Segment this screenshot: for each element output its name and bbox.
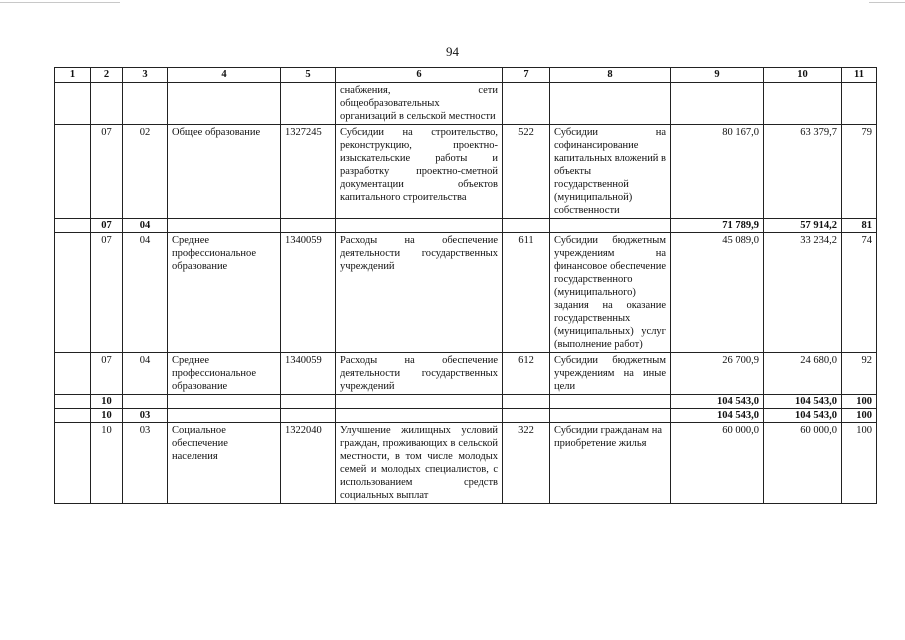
cell-target-code — [281, 219, 336, 233]
cell-expense-name — [550, 409, 671, 423]
cell-expense-name: Субсидии гражданам на приобретение жилья — [550, 423, 671, 504]
cell-subsection: 04 — [123, 219, 168, 233]
cell-amount-actual: 57 914,2 — [764, 219, 842, 233]
header-cell-8: 8 — [550, 68, 671, 83]
table-row — [55, 125, 877, 219]
header-cell-5: 5 — [281, 68, 336, 83]
cell-amount-planned: 26 700,9 — [671, 353, 764, 395]
cell-expense-code — [503, 219, 550, 233]
subtotal-row — [55, 409, 877, 423]
cell-subsection — [123, 83, 168, 125]
cell-section: 10 — [91, 409, 123, 423]
cell-expense-name: Субсидии на софинансирование капитальных вложений в объекты государственной (муниципальной) собственности — [550, 125, 671, 219]
cell-subsection: 02 — [123, 125, 168, 219]
table-row — [55, 83, 877, 125]
header-row — [55, 68, 877, 83]
cell-subsection-name — [168, 395, 281, 409]
cell-subsection: 04 — [123, 233, 168, 353]
cell-subsection-name: Среднее профессиональное образование — [168, 353, 281, 395]
cell-target-code — [281, 395, 336, 409]
cell-col1 — [55, 395, 91, 409]
cell-amount-actual: 60 000,0 — [764, 423, 842, 504]
header-cell-4: 4 — [168, 68, 281, 83]
cell-col1 — [55, 409, 91, 423]
header-cell-1: 1 — [55, 68, 91, 83]
cell-subsection-name — [168, 219, 281, 233]
cell-amount-planned: 60 000,0 — [671, 423, 764, 504]
cell-subsection: 04 — [123, 353, 168, 395]
budget-table — [54, 67, 877, 504]
cell-expense-name: Субсидии бюджетным учреждениям на иные цели — [550, 353, 671, 395]
table-row — [55, 233, 877, 353]
cell-expense-code — [503, 83, 550, 125]
cell-expense-code: 611 — [503, 233, 550, 353]
cell-amount-planned: 71 789,9 — [671, 219, 764, 233]
header-cell-2: 2 — [91, 68, 123, 83]
cell-section: 07 — [91, 233, 123, 353]
table-row — [55, 353, 877, 395]
header-cell-11: 11 — [842, 68, 877, 83]
page-number: 94 — [446, 44, 459, 59]
cell-section: 07 — [91, 219, 123, 233]
cell-percent: 74 — [842, 233, 877, 353]
header-cell-6: 6 — [336, 68, 503, 83]
cell-expense-code: 522 — [503, 125, 550, 219]
cell-expense-name — [550, 395, 671, 409]
cell-target-name: Расходы на обеспечение деятельности государственных учреждений — [336, 353, 503, 395]
cell-target-code — [281, 409, 336, 423]
cell-expense-code: 612 — [503, 353, 550, 395]
scan-edge-mark-right — [869, 2, 905, 3]
cell-percent: 81 — [842, 219, 877, 233]
cell-col1 — [55, 353, 91, 395]
cell-section — [91, 83, 123, 125]
scan-edge-mark-left — [0, 2, 120, 3]
cell-amount-planned — [671, 83, 764, 125]
cell-percent: 92 — [842, 353, 877, 395]
cell-target-name — [336, 409, 503, 423]
cell-subsection-name: Социальное обеспечение населения — [168, 423, 281, 504]
cell-target-name: снабжения, сети общеобразовательных организаций в сельской местности — [336, 83, 503, 125]
cell-amount-actual: 33 234,2 — [764, 233, 842, 353]
header-cell-3: 3 — [123, 68, 168, 83]
cell-target-code: 1327245 — [281, 125, 336, 219]
cell-subsection: 03 — [123, 423, 168, 504]
cell-amount-planned: 104 543,0 — [671, 409, 764, 423]
cell-subsection-name — [168, 83, 281, 125]
cell-amount-planned: 104 543,0 — [671, 395, 764, 409]
cell-percent — [842, 83, 877, 125]
cell-subsection-name: Среднее профессиональное образование — [168, 233, 281, 353]
cell-percent: 100 — [842, 423, 877, 504]
cell-target-code: 1340059 — [281, 233, 336, 353]
cell-target-code: 1322040 — [281, 423, 336, 504]
cell-amount-planned: 80 167,0 — [671, 125, 764, 219]
cell-section: 10 — [91, 423, 123, 504]
cell-target-name: Улучшение жилищных условий граждан, проживающих в сельской местности, в том числе молодых семей и молодых специалистов, с использованием средств социальных выплат — [336, 423, 503, 504]
cell-amount-actual: 24 680,0 — [764, 353, 842, 395]
cell-target-name: Расходы на обеспечение деятельности государственных учреждений — [336, 233, 503, 353]
cell-subsection-name: Общее образование — [168, 125, 281, 219]
cell-col1 — [55, 219, 91, 233]
cell-expense-code: 322 — [503, 423, 550, 504]
cell-percent: 79 — [842, 125, 877, 219]
cell-subsection: 03 — [123, 409, 168, 423]
cell-amount-planned: 45 089,0 — [671, 233, 764, 353]
cell-percent: 100 — [842, 409, 877, 423]
cell-amount-actual — [764, 83, 842, 125]
cell-target-name: Субсидии на строительство, реконструкцию, проектно-изыскательские работы и разработку проектно-сметной документации объектов капитального строительства — [336, 125, 503, 219]
cell-target-code: 1340059 — [281, 353, 336, 395]
subtotal-row — [55, 219, 877, 233]
cell-target-name — [336, 395, 503, 409]
header-cell-9: 9 — [671, 68, 764, 83]
cell-expense-name: Субсидии бюджетным учреждениям на финансовое обеспечение государственного (муниципального) задания на оказание государственных (муниципальных) услуг (выполнение работ) — [550, 233, 671, 353]
header-cell-10: 10 — [764, 68, 842, 83]
cell-amount-actual: 63 379,7 — [764, 125, 842, 219]
cell-amount-actual: 104 543,0 — [764, 409, 842, 423]
cell-section: 07 — [91, 125, 123, 219]
cell-expense-name — [550, 83, 671, 125]
cell-subsection-name — [168, 409, 281, 423]
cell-expense-code — [503, 409, 550, 423]
cell-col1 — [55, 233, 91, 353]
cell-col1 — [55, 423, 91, 504]
cell-percent: 100 — [842, 395, 877, 409]
cell-col1 — [55, 125, 91, 219]
table-row — [55, 423, 877, 504]
cell-section: 07 — [91, 353, 123, 395]
subtotal-row — [55, 395, 877, 409]
cell-expense-code — [503, 395, 550, 409]
cell-col1 — [55, 83, 91, 125]
cell-section: 10 — [91, 395, 123, 409]
cell-target-name — [336, 219, 503, 233]
cell-amount-actual: 104 543,0 — [764, 395, 842, 409]
header-cell-7: 7 — [503, 68, 550, 83]
cell-target-code — [281, 83, 336, 125]
cell-subsection — [123, 395, 168, 409]
cell-expense-name — [550, 219, 671, 233]
